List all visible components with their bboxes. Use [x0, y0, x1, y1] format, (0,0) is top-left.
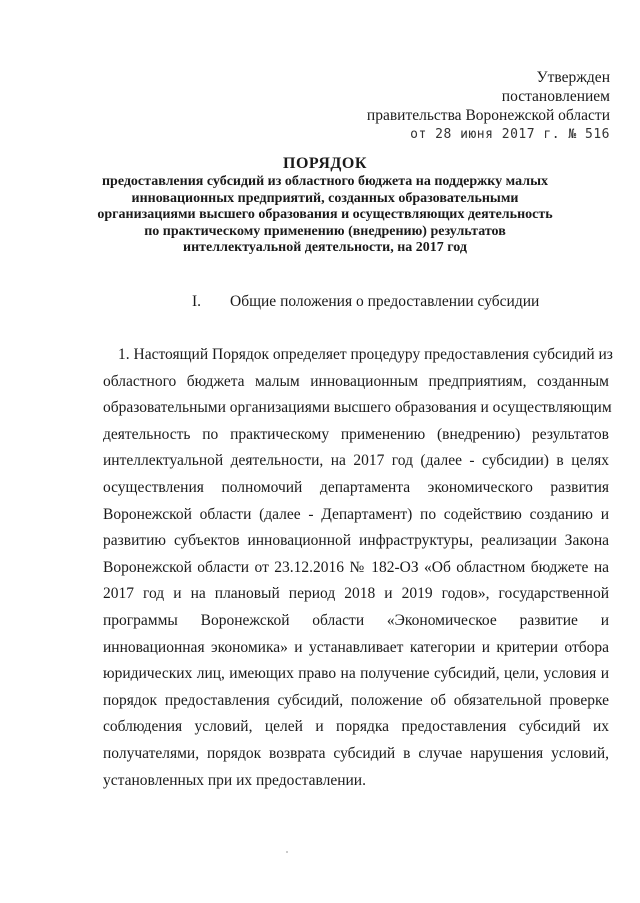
- section-heading: [192, 292, 539, 312]
- paragraph-line: развитию субъектов инновационной инфраструктуры, реализации Закона: [103, 532, 609, 550]
- paragraph-line: порядок предоставления субсидий, положение об обязательной проверке: [103, 691, 609, 709]
- paragraph-line: инновационная экономика» и устанавливает категории и критерии отбора: [103, 638, 609, 656]
- approval-line-approved: Утвержден: [536, 69, 610, 86]
- paragraph-line: получателями, порядок возврата субсидий в случае нарушения условий,: [103, 744, 609, 762]
- paragraph-line: Воронежской области от 23.12.2016 № 182-ОЗ «Об областном бюджете на: [103, 558, 609, 576]
- approval-stamp: [367, 68, 610, 144]
- paragraph-line: юридических лиц, имеющих право на получение субсидий, цели, условия и: [103, 665, 609, 683]
- document-title: [90, 154, 560, 257]
- paragraph-line: установленных при их предоставлении.: [103, 771, 366, 789]
- paragraph-line: деятельность по практическому применению (внедрению) результатов: [103, 425, 609, 443]
- paragraph-line: образовательными организациями высшего образования и осуществляющим: [103, 399, 612, 417]
- paragraph-1: [103, 342, 613, 794]
- paragraph-line: программы Воронежской области «Экономическое развитие и: [103, 611, 609, 629]
- paragraph-line: Воронежской области (далее - Департамент) по содействию созданию и: [103, 505, 609, 523]
- section-number: I.: [192, 293, 202, 310]
- title-line: по практическому применению (внедрению) результатов: [144, 223, 506, 239]
- title-line: предоставления субсидий из областного бюджета на поддержку малых: [101, 174, 549, 189]
- title-main: ПОРЯДОК: [283, 155, 367, 172]
- paragraph-line: областного бюджета малым инновационным предприятиям, созданным: [103, 372, 609, 390]
- paragraph-line: интеллектуальной деятельности, на 2017 год (далее - субсидии) в целях: [103, 452, 609, 470]
- title-line: интеллектуальной деятельности, на 2017 год: [183, 240, 467, 255]
- scan-speck: [286, 851, 288, 853]
- paragraph-line: соблюдения условий, целей и порядка предоставления субсидий их: [103, 718, 609, 736]
- approval-line-government: правительства Воронежской области: [366, 107, 610, 124]
- title-subtitle: [90, 174, 560, 257]
- approval-date-number: от 28 июня 2017 г. № 516: [410, 127, 610, 142]
- paragraph-line: 1. Настоящий Порядок определяет процедуру предоставления субсидий из: [118, 346, 613, 363]
- title-line: организациями высшего образования и осуществляющих деятельность: [97, 207, 553, 222]
- title-line: инновационных предприятий, созданных образовательными: [131, 190, 519, 206]
- approval-line-resolution: постановлением: [501, 88, 610, 105]
- paragraph-line: 2017 год и на плановый период 2018 и 2019 годов», государственной: [103, 585, 609, 603]
- section-title: Общие положения о предоставлении субсидии: [230, 293, 540, 310]
- paragraph-line: осуществления полномочий департамента экономического развития: [103, 478, 609, 496]
